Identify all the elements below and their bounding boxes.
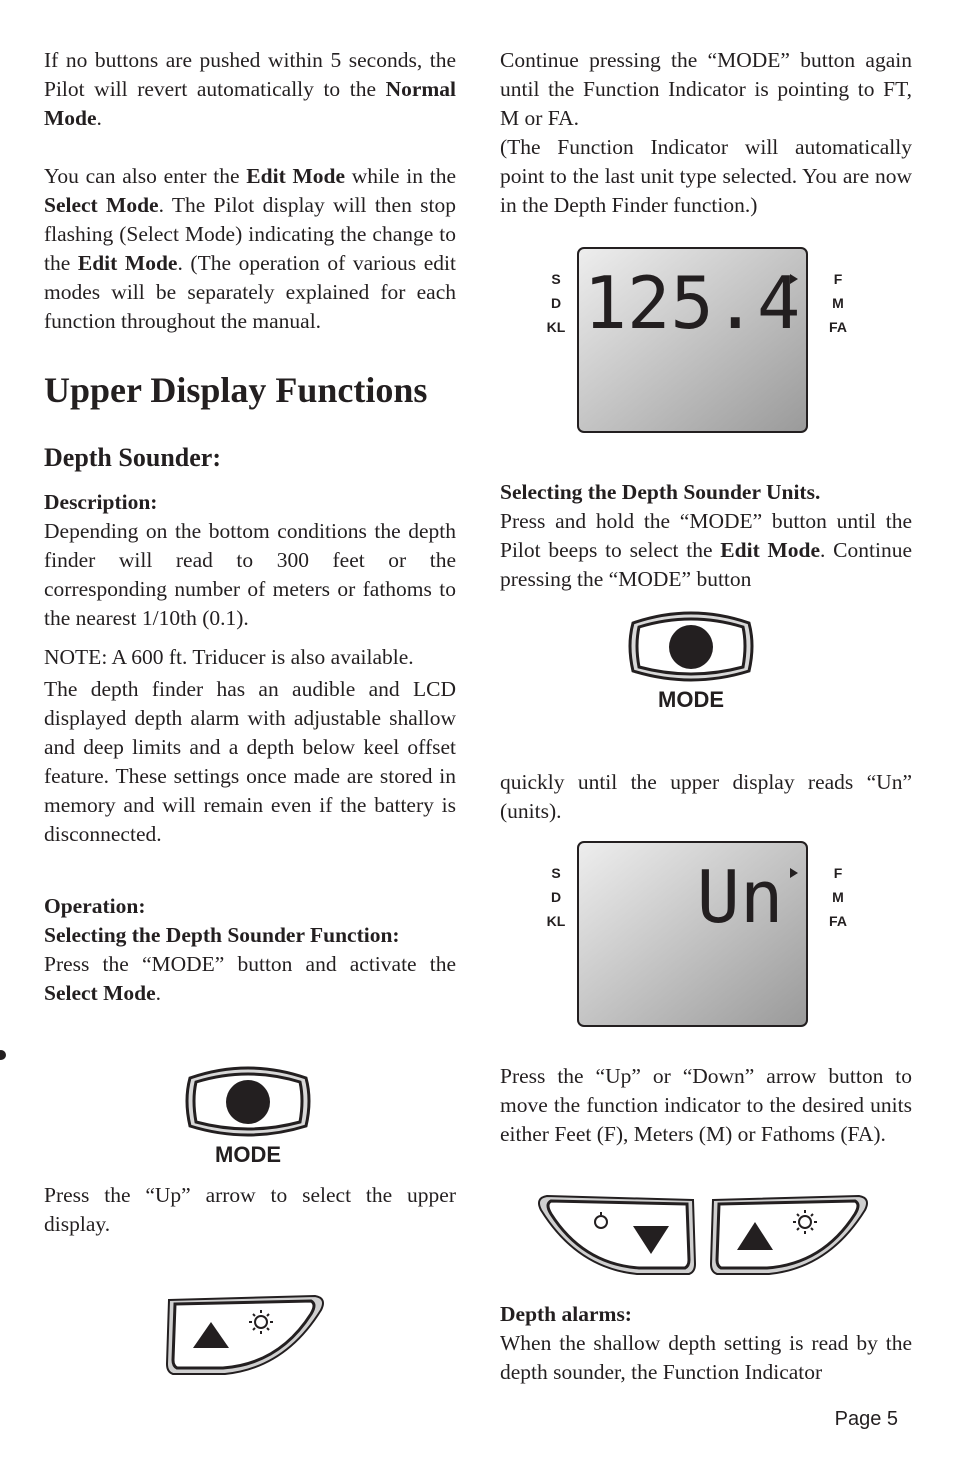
press-up-paragraph: Press the “Up” arrow to select the upper display. <box>44 1183 456 1236</box>
svg-text:S: S <box>551 865 561 881</box>
lcd-units-reading: Un <box>696 855 784 939</box>
svg-text:M: M <box>832 295 844 311</box>
subsection-heading: Depth Sounder: <box>44 443 221 472</box>
note-text: NOTE: A 600 ft. Triducer is also available. <box>44 645 414 669</box>
edit-mode-paragraph: You can also enter the Edit Mode while in the Select Mode. The Pilot display will then stop flashing (Select Mode) indicating the change to the Edit Mode. (The operation of various edit modes will be separately explained for each function throughout the manual. <box>44 164 457 333</box>
lcd-display-depth <box>540 246 860 436</box>
section-heading: Upper Display Functions <box>44 370 428 410</box>
operation-label: Operation: <box>44 894 146 918</box>
depth-alarms-label: Depth alarms: <box>500 1302 632 1326</box>
lcd-display-units <box>540 840 860 1030</box>
revert-paragraph: If no buttons are pushed within 5 seconds, the Pilot will revert automatically to the Normal Mode. <box>44 48 457 130</box>
press-mode-paragraph: Press the “MODE” button and activate the Select Mode. <box>44 952 456 1005</box>
svg-text:F: F <box>833 865 843 881</box>
depth-alarms-paragraph: When the shallow depth setting is read by the depth sounder, the Function Indicator <box>500 1331 912 1384</box>
continue-pressing-paragraph: Continue pressing the “MODE” button again until the Function Indicator is pointing to FT, M or FA. <box>500 48 912 130</box>
up-arrow-button-icon[interactable] <box>165 1292 327 1376</box>
svg-text:D: D <box>550 889 562 905</box>
page-number: Page 5 <box>834 1408 898 1430</box>
down-arrow-button-icon[interactable] <box>535 1192 697 1276</box>
selecting-function-label: Selecting the Depth Sounder Function: <box>44 923 400 947</box>
svg-text:FA: FA <box>829 319 847 335</box>
svg-text:KL: KL <box>546 319 566 335</box>
svg-text:FA: FA <box>829 913 847 929</box>
mode-button-icon[interactable] <box>627 609 755 713</box>
svg-text:S: S <box>551 271 561 287</box>
units-label: Selecting the Depth Sounder Units. <box>500 480 821 504</box>
quickly-paragraph: quickly until the upper display reads “Un” (units). <box>500 770 912 823</box>
mode-label: MODE <box>215 1142 281 1167</box>
left-column <box>44 46 456 1239</box>
function-indicator-paragraph: (The Function Indicator will automatically point to the last unit type selected. You are now in the Depth Finder function.) <box>500 135 912 217</box>
svg-text:F: F <box>833 271 843 287</box>
mode-button-icon[interactable] <box>184 1064 312 1168</box>
mode-label: MODE <box>658 687 724 712</box>
units-paragraph: Press and hold the “MODE” button until the Pilot beeps to select the Edit Mode. Continue pressing the “MODE” button <box>500 509 912 591</box>
svg-text:M: M <box>832 889 844 905</box>
description-text: Depending on the bottom conditions the depth finder will read to 300 feet or the corresponding number of meters or fathoms to the nearest 1/10th (0.1). <box>44 519 456 630</box>
svg-text:D: D <box>550 295 562 311</box>
alarm-description: The depth finder has an audible and LCD displayed depth alarm with adjustable shallow and deep limits and a depth below keel offset feature. These settings once made are stored in memory and will remain even if the battery is disconnected. <box>44 677 456 846</box>
description-label: Description: <box>44 490 158 514</box>
lcd-depth-reading: 125.4 <box>583 261 801 345</box>
up-arrow-button-icon[interactable] <box>709 1192 871 1276</box>
margin-bullet <box>0 1050 6 1060</box>
press-updown-paragraph: Press the “Up” or “Down” arrow button to move the function indicator to the desired units either Feet (F), Meters (M) or Fathoms (FA). <box>500 1064 912 1146</box>
svg-text:KL: KL <box>546 913 566 929</box>
